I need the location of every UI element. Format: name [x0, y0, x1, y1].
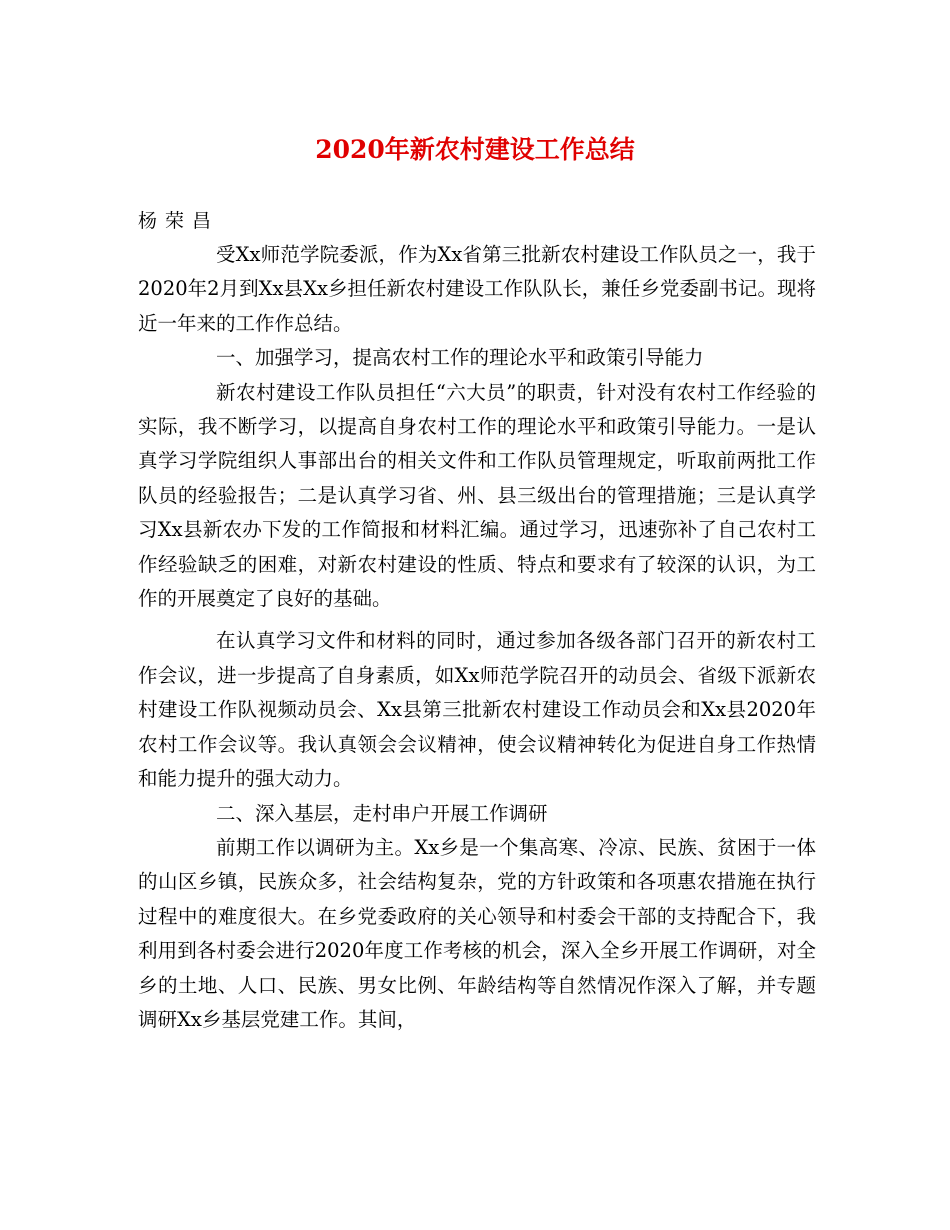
author-name: 杨荣昌 — [138, 210, 220, 232]
paragraph-intro: 受Xx师范学院委派，作为Xx省第三批新农村建设工作队员之一，我于2020年2月到Xx县Xx乡担任新农村建设工作队队长，兼任乡党委副书记。现将近一年来的工作作总结。 — [138, 243, 816, 335]
document-body — [138, 238, 816, 1037]
section-heading-2: 二、深入基层，走村串户开展工作调研 — [216, 801, 548, 825]
document-title: 2020年新农村建设工作总结 — [315, 135, 635, 164]
paragraph-study: 新农村建设工作队员担任“六大员”的职责，针对没有农村工作经验的实际，我不断学习，以提高自身农村工作的理论水平和政策引导能力。一是认真学习学院组织人事部出台的相关文件和工作队员管理规定，听取前两批工作队员的经验报告；二是认真学习省、州、县三级出台的管理措施；三是认真学习Xx县新农办下发的工作简报和材料汇编。通过学习，迅速弥补了自己农村工作经验缺乏的困难，对新农村建设的性质、特点和要求有了较深的认识，为工作的开展奠定了良好的基础。 — [138, 380, 816, 611]
paragraph-meetings: 在认真学习文件和材料的同时，通过参加各级各部门召开的新农村工作会议，进一步提高了自身素质，如Xx师范学院召开的动员会、省级下派新农村建设工作队视频动员会、Xx县第三批新农村建设工作动员会和Xx县2020年农村工作会议等。我认真领会会议精神，使会议精神转化为促进自身工作热情和能力提升的强大动力。 — [138, 629, 816, 791]
section-heading-1: 一、加强学习，提高农村工作的理论水平和政策引导能力 — [216, 346, 704, 370]
paragraph-research: 前期工作以调研为主。Xx乡是一个集高寒、冷凉、民族、贫困于一体的山区乡镇，民族众多，社会结构复杂，党的方针政策和各项惠农措施在执行过程中的难度很大。在乡党委政府的关心领导和村委会干部的支持配合下，我利用到各村委会进行2020年度工作考核的机会，深入全乡开展工作调研，对全乡的土地、人口、民族、男女比例、年龄结构等自然情况作深入了解，并专题调研Xx乡基层党建工作。其间， — [138, 835, 816, 1031]
